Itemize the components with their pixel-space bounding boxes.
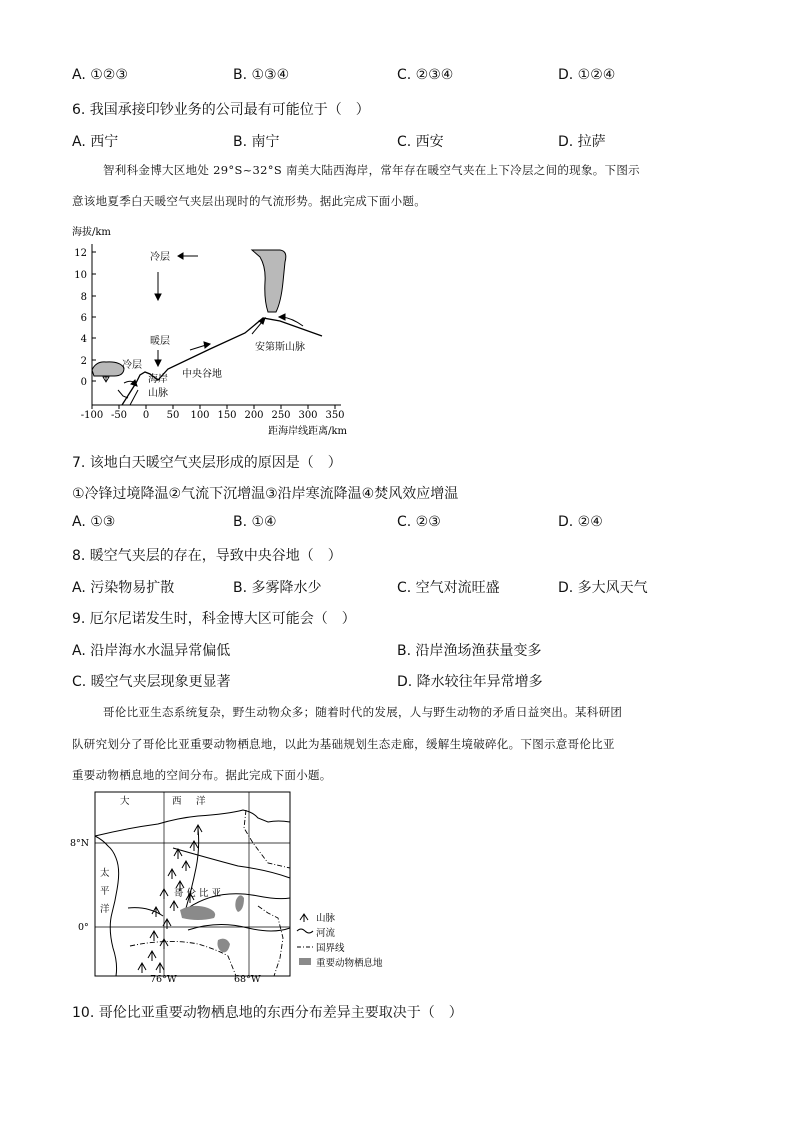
q9-option-c: C. 暖空气夹层现象更显著 — [72, 674, 231, 690]
q7-option-c: C. ②③ — [397, 514, 441, 530]
label-coastal-mtn-1: 海岸 — [148, 374, 168, 385]
legend-border-label: 国界线 — [316, 943, 345, 954]
fig1-xtick: 50 — [166, 410, 180, 421]
label-lon-76w: 76°W — [150, 974, 177, 983]
fig1-xtick: 0 — [142, 410, 150, 421]
map-legend — [297, 912, 383, 969]
q6-option-d: D. 拉萨 — [558, 134, 606, 150]
q7-stem: 7. 该地白天暖空气夹层形成的原因是（ ） — [72, 455, 342, 471]
marine-cold-layer — [92, 362, 124, 376]
fig1-xtick: 150 — [217, 410, 237, 421]
label-lat-8n: 8°N — [70, 838, 90, 849]
q6-option-a: A. 西宁 — [72, 134, 119, 150]
passage1-line1: 智利科金博大区地处 29°S~32°S 南美大陆西海岸，常年存在暖空气夹在上下冷层之间的现象。下图示 — [103, 163, 640, 177]
q9-option-d: D. 降水较往年异常增多 — [397, 674, 543, 690]
passage2-line2: 队研究划分了哥伦比亚重要动物栖息地，以此为基础规划生态走廊，缓解生境破碎化。下图示意哥伦比亚 — [72, 737, 615, 751]
q9-option-b: B. 沿岸渔场渔获量变多 — [397, 643, 542, 659]
q7-option-b: B. ①④ — [233, 514, 277, 530]
q5-option-c: C. ②③④ — [397, 67, 454, 83]
label-pacific-2: 平 — [100, 886, 110, 897]
q5-option-b: B. ①③④ — [233, 67, 290, 83]
label-cold-top: 冷层 — [150, 252, 170, 263]
border-east — [244, 810, 290, 868]
q9-option-a: A. 沿岸海水水温异常偏低 — [72, 643, 231, 659]
label-atlantic-3: 洋 — [196, 796, 206, 807]
q5-option-a: A. ①②③ — [72, 67, 128, 83]
border-southeast — [258, 906, 283, 976]
figure1-airflow-diagram — [70, 222, 360, 440]
fig1-xtick: 300 — [298, 410, 318, 421]
label-colombia: 哥 伦 比 亚 — [174, 888, 222, 899]
label-central-valley: 中央谷地 — [182, 369, 222, 380]
passage2-line1: 哥伦比亚生态系统复杂，野生动物众多；随着时代的发展，人与野生动物的矛盾日益突出。某科研团 — [103, 705, 623, 719]
figure2-colombia-map — [68, 788, 418, 983]
upper-air-mass — [252, 250, 286, 312]
q9-stem: 9. 厄尔尼诺发生时，科金博大区可能会（ ） — [72, 611, 356, 627]
label-andes: 安第斯山脉 — [255, 342, 305, 353]
fig1-xtick: 200 — [244, 410, 264, 421]
fig1-ytick: 0 — [80, 377, 87, 388]
label-pacific-1: 太 — [100, 868, 110, 879]
fig1-xtick: 350 — [325, 410, 345, 421]
fig1-ytick: 10 — [74, 270, 87, 281]
q6-option-c: C. 西安 — [397, 134, 444, 150]
passage2-line3: 重要动物栖息地的空间分布。据此完成下面小题。 — [72, 768, 332, 782]
label-pacific-3: 洋 — [100, 904, 110, 915]
legend-mountain-icon — [300, 914, 308, 922]
label-warm-layer: 暖层 — [150, 336, 170, 347]
legend-habitat-label: 重要动物栖息地 — [316, 958, 383, 969]
fig1-ytick: 4 — [80, 334, 87, 345]
fig1-ylabel: 海拔/km — [72, 227, 111, 238]
label-atlantic-2: 西 — [172, 796, 182, 807]
q6-option-b: B. 南宁 — [233, 134, 280, 150]
q7-option-a: A. ①③ — [72, 514, 116, 530]
label-lat-0: 0° — [78, 922, 89, 933]
label-atlantic-1: 大 — [120, 796, 130, 807]
fig1-xtick: 100 — [190, 410, 210, 421]
label-lon-68w: 68°W — [234, 974, 261, 983]
q8-option-c: C. 空气对流旺盛 — [397, 580, 500, 596]
legend-river-icon — [297, 929, 313, 933]
fig1-xtick: -50 — [110, 410, 128, 421]
label-coastal-mtn-2: 山脉 — [148, 388, 168, 399]
q8-option-d: D. 多大风天气 — [558, 580, 648, 596]
q8-stem: 8. 暖空气夹层的存在，导致中央谷地（ ） — [72, 548, 342, 564]
fig1-xtick: -100 — [80, 410, 104, 421]
q5-option-d: D. ①②④ — [558, 67, 616, 83]
fig1-ytick: 12 — [74, 248, 87, 259]
fig1-ytick: 2 — [80, 356, 87, 367]
q7-option-d: D. ②④ — [558, 514, 603, 530]
q8-option-b: B. 多雾降水少 — [233, 580, 322, 596]
fig1-xlabel: 距海岸线距离/km — [268, 426, 347, 437]
legend-mountain-label: 山脉 — [316, 913, 336, 924]
legend-habitat-icon — [299, 958, 311, 965]
coastline — [95, 810, 290, 836]
q7-choices: ①冷锋过境降温②气流下沉增温③沿岸寒流降温④焚风效应增温 — [72, 486, 459, 502]
fig1-xtick: 250 — [271, 410, 291, 421]
mountain-symbols — [138, 825, 202, 973]
fig1-ytick: 6 — [80, 313, 87, 324]
label-cold-bottom: 冷层 — [122, 360, 142, 371]
fig1-ytick: 8 — [80, 292, 87, 303]
q8-option-a: A. 污染物易扩散 — [72, 580, 175, 596]
habitat-areas — [180, 895, 244, 952]
passage1-line2: 意该地夏季白天暖空气夹层出现时的气流形势。据此完成下面小题。 — [72, 194, 426, 208]
legend-river-label: 河流 — [316, 928, 336, 939]
q10-stem: 10. 哥伦比亚重要动物栖息地的东西分布差异主要取决于（ ） — [72, 1005, 463, 1021]
q6-stem: 6. 我国承接印钞业务的公司最有可能位于（ ） — [72, 102, 370, 118]
